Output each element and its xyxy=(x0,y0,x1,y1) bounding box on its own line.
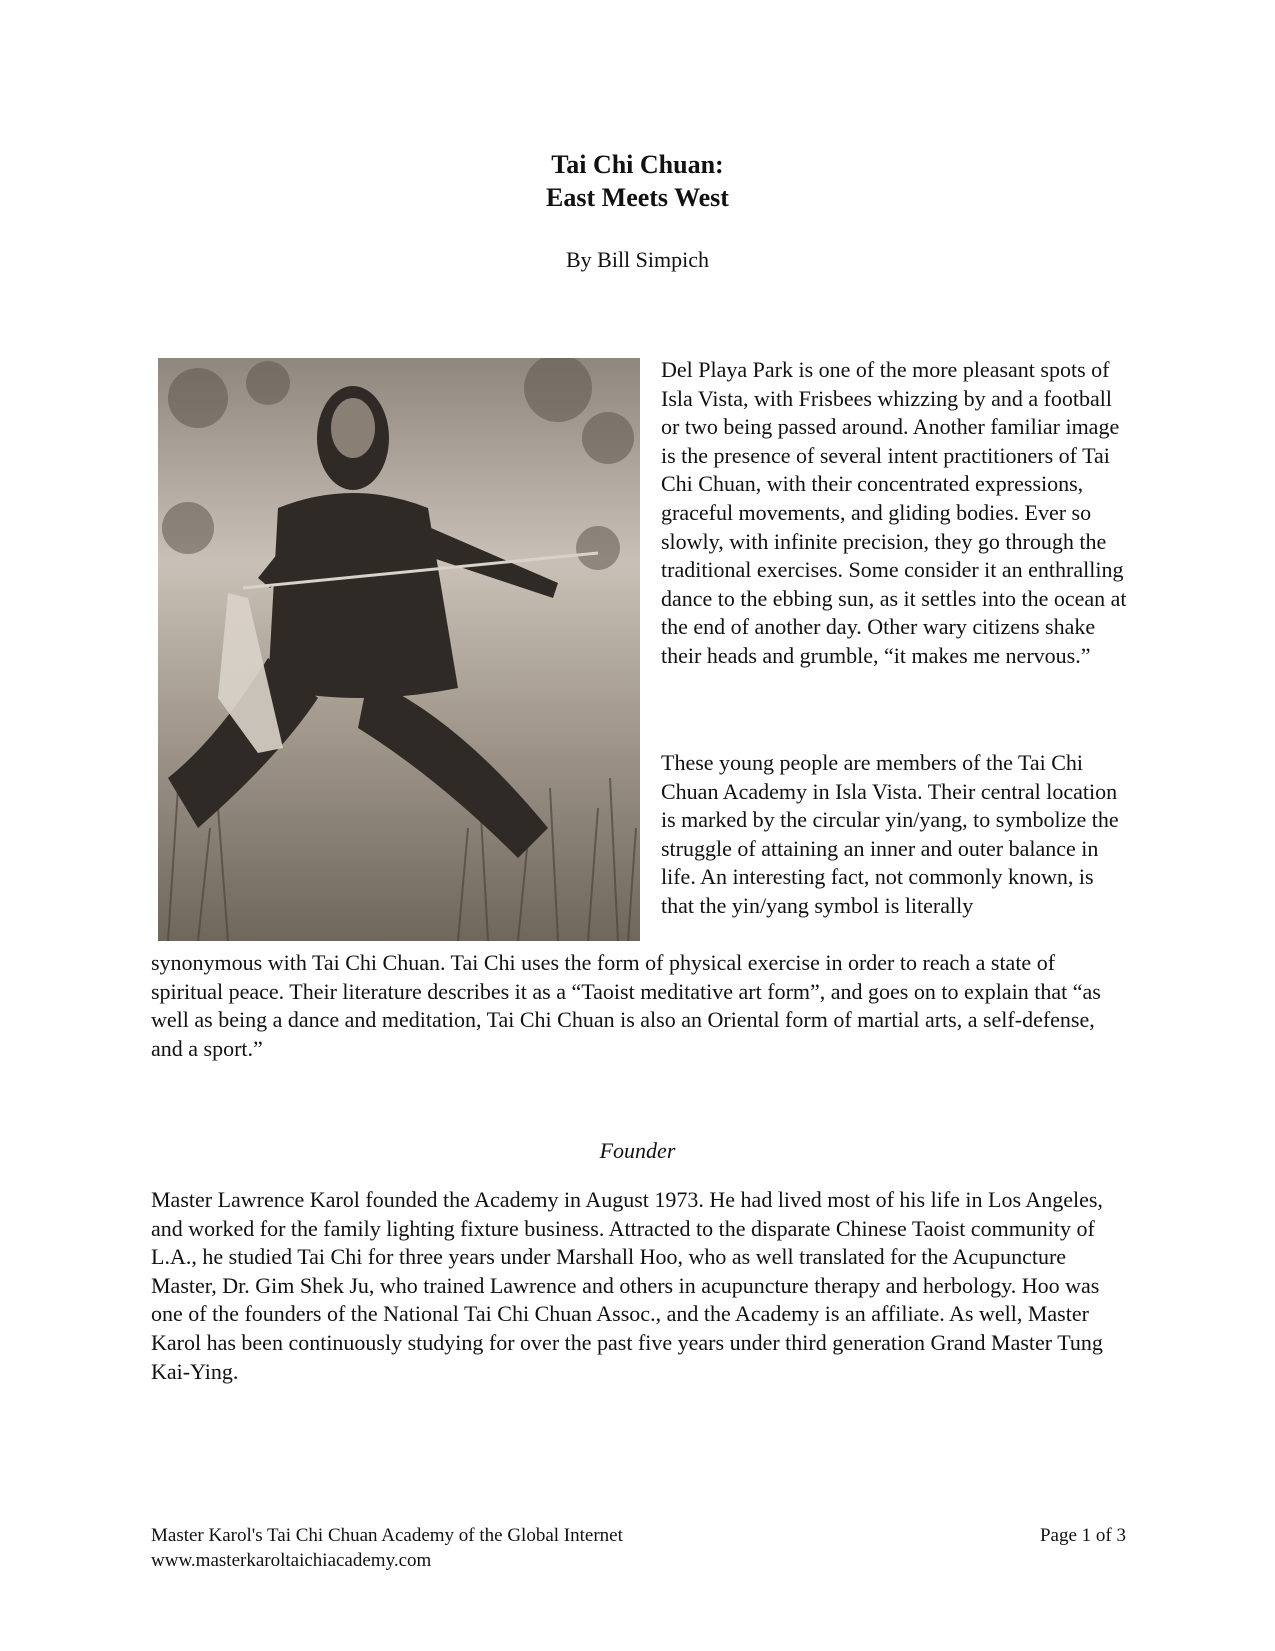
section-heading-founder: Founder xyxy=(599,1138,676,1163)
byline: By Bill Simpich xyxy=(565,247,710,272)
footer-url[interactable]: www.masterkaroltaichiacademy.com xyxy=(151,1550,432,1571)
paragraph-3: Master Lawrence Karol founded the Academy in August 1973. He had lived most of his life in Los Angeles, and worked for the family lighting fixture business. Attracted to the disparate Chinese Taoist community of L.A., he studied Tai Chi for three years under Marshall Hoo, who as well translated for the Acupuncture Master, Dr. Gim Shek Ju, who trained Lawrence and others in acupuncture therapy and herbology. Hoo was one of the founders of the National Tai Chi Chuan Assoc., and the Academy is an affiliate. As well, Master Karol has been continuously studying for over the past five years under third generation Grand Master Tung Kai-Ying. xyxy=(151,1187,1103,1384)
paragraph-2-continued: synonymous with Tai Chi Chuan. Tai Chi uses the form of physical exercise in order to reach a state of spiritual peace. Their literature describes it as a “Taoist meditative art form”, and goes on to explain that “as well as being a dance and meditation, Tai Chi Chuan is also an Oriental form of martial arts, a self-defense, and a sport.” xyxy=(151,950,1101,1061)
paragraph-1: Del Playa Park is one of the more pleasant spots of Isla Vista, with Frisbees whizzing by and a football or two being passed around. Another familiar image is the presence of several intent practitioners of Tai Chi Chuan, with their concentrated expressions, graceful movements, and gliding bodies. Ever so slowly, with infinite precision, they go through the traditional exercises. Some consider it an enthralling dance to the ebbing sun, as it settles into the ocean at the end of another day. Other wary citizens shake their heads and grumble, “it makes me nervous.” xyxy=(661,357,1127,668)
document-title xyxy=(0,148,1275,214)
paragraph-2-wrapped: These young people are members of the Tai Chi Chuan Academy in Isla Vista. Their central location is marked by the circular yin/yang, to symbolize the struggle of attaining an inner and outer balance in life. An interesting fact, not commonly known, is that the yin/yang symbol is literally xyxy=(661,750,1119,918)
title-line-2: East Meets West xyxy=(546,183,729,212)
footer-left xyxy=(151,1523,623,1573)
footer-org: Master Karol's Tai Chi Chuan Academy of the Global Internet xyxy=(151,1525,623,1546)
tai-chi-photo xyxy=(158,358,640,941)
footer-page-number: Page 1 of 3 xyxy=(1039,1525,1126,1546)
title-line-1: Tai Chi Chuan: xyxy=(551,150,724,179)
